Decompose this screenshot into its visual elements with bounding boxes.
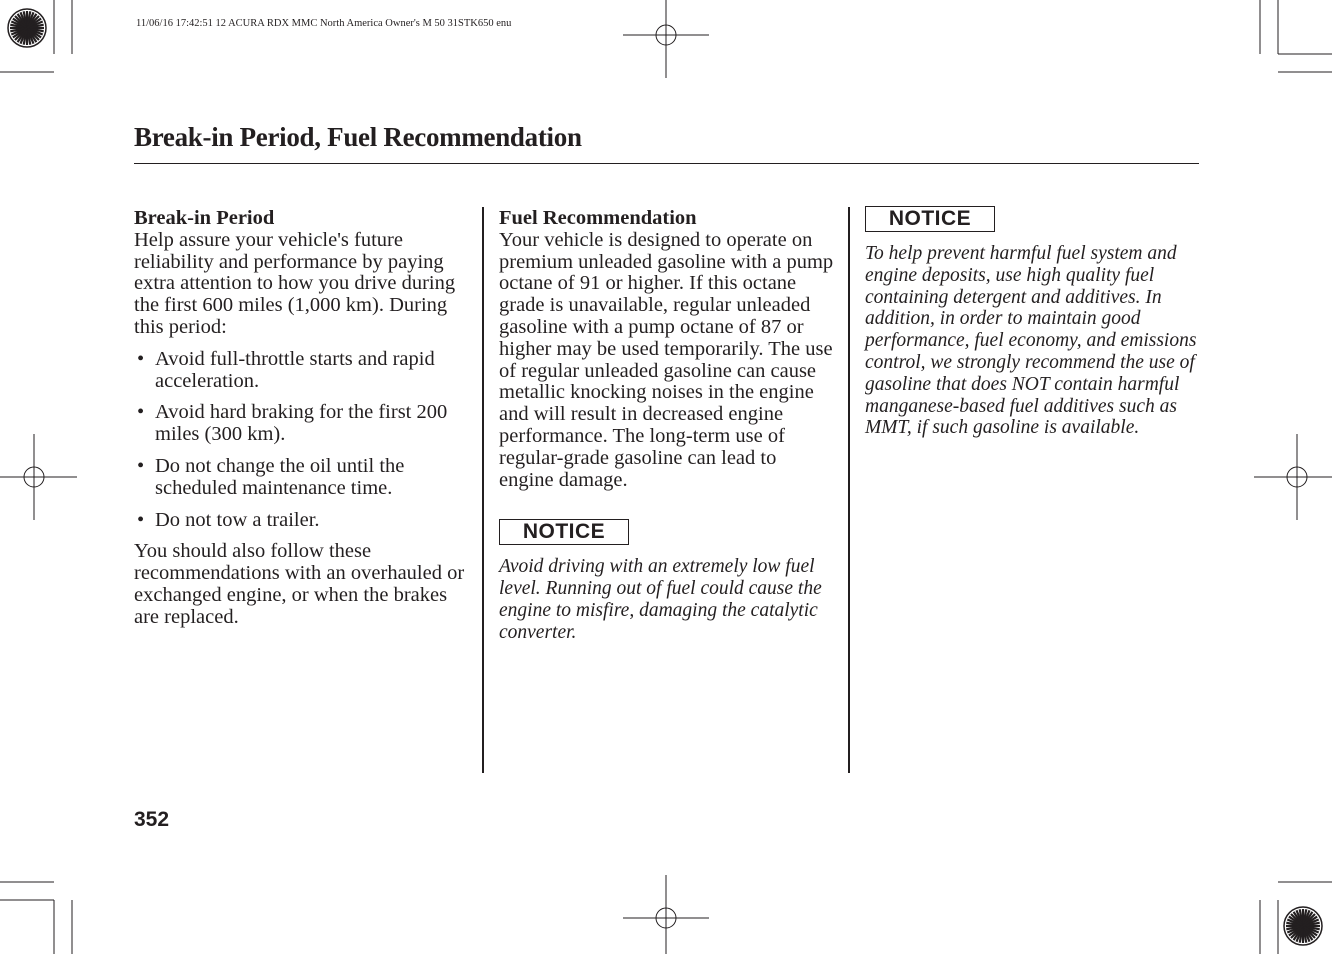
list-item: • Do not change the oil until the scheduled maintenance time. bbox=[137, 454, 405, 499]
page-title: Break-in Period, Fuel Recommendation bbox=[134, 122, 582, 152]
bullet-icon: • bbox=[137, 401, 145, 424]
list-item: • Do not tow a trailer. bbox=[137, 508, 320, 531]
title-rule bbox=[134, 163, 1199, 164]
break-in-heading: Break-in Period bbox=[134, 207, 275, 229]
bullet-icon: • bbox=[137, 347, 145, 370]
print-slug: 11/06/16 17:42:51 12 ACURA RDX MMC North America Owner's M 50 31STK650 enu bbox=[136, 18, 512, 29]
fuel-section bbox=[499, 208, 835, 644]
fuel-notice-text: Avoid driving with an extremely low fuel level. Running out of fuel could cause the engine to misfire, damaging the catalytic converter. bbox=[499, 556, 822, 643]
registration-target-icon bbox=[1254, 434, 1332, 520]
fuel-heading: Fuel Recommendation bbox=[499, 207, 697, 229]
break-in-list bbox=[134, 349, 472, 532]
column-divider bbox=[848, 207, 850, 773]
registration-target-icon bbox=[623, 875, 709, 954]
break-in-intro: Help assure your vehicle's future reliability and performance by paying extra attention to how you drive during the first 600 miles (1,000 km). During this period: bbox=[134, 228, 456, 338]
list-item: • Avoid hard braking for the first 200 miles (300 km). bbox=[137, 401, 448, 446]
bullet-icon: • bbox=[137, 454, 145, 477]
fuel-notice bbox=[499, 519, 835, 643]
notice-label: NOTICE bbox=[499, 519, 629, 545]
fuel-deposit-notice-text: To help prevent harmful fuel system and engine deposits, use high quality fuel containing detergent and additives. In addition, in order to maintain good performance, fuel economy, and emissions control, we strongly recommend the use of gasoline that does NOT contain harmful manganese-based fuel additives such as MMT, if such gasoline is available. bbox=[865, 243, 1197, 439]
registration-target-icon bbox=[8, 9, 46, 47]
break-in-section bbox=[134, 208, 472, 629]
page-number: 352 bbox=[134, 808, 170, 831]
list-item: • Avoid full-throttle starts and rapid acceleration. bbox=[137, 347, 435, 392]
notice-section bbox=[865, 206, 1203, 439]
registration-target-icon bbox=[623, 0, 709, 78]
notice-label: NOTICE bbox=[865, 206, 995, 232]
registration-target-icon bbox=[0, 434, 77, 520]
column-divider bbox=[482, 207, 484, 773]
registration-target-icon bbox=[1284, 907, 1322, 945]
break-in-closing: You should also follow these recommendations with an overhauled or exchanged engine, or when the brakes are replaced. bbox=[134, 540, 465, 628]
bullet-icon: • bbox=[137, 508, 145, 531]
fuel-body: Your vehicle is designed to operate on premium unleaded gasoline with a pump octane of 91 or higher. If this octane grade is unavailable, regular unleaded gasoline with a pump octane of 87 or higher may be used temporarily. The use of regular unleaded gasoline can cause metallic knocking noises in the engine and will result in decreased engine performance. The long-term use of regular-grade gasoline can lead to engine damage. bbox=[499, 228, 834, 491]
